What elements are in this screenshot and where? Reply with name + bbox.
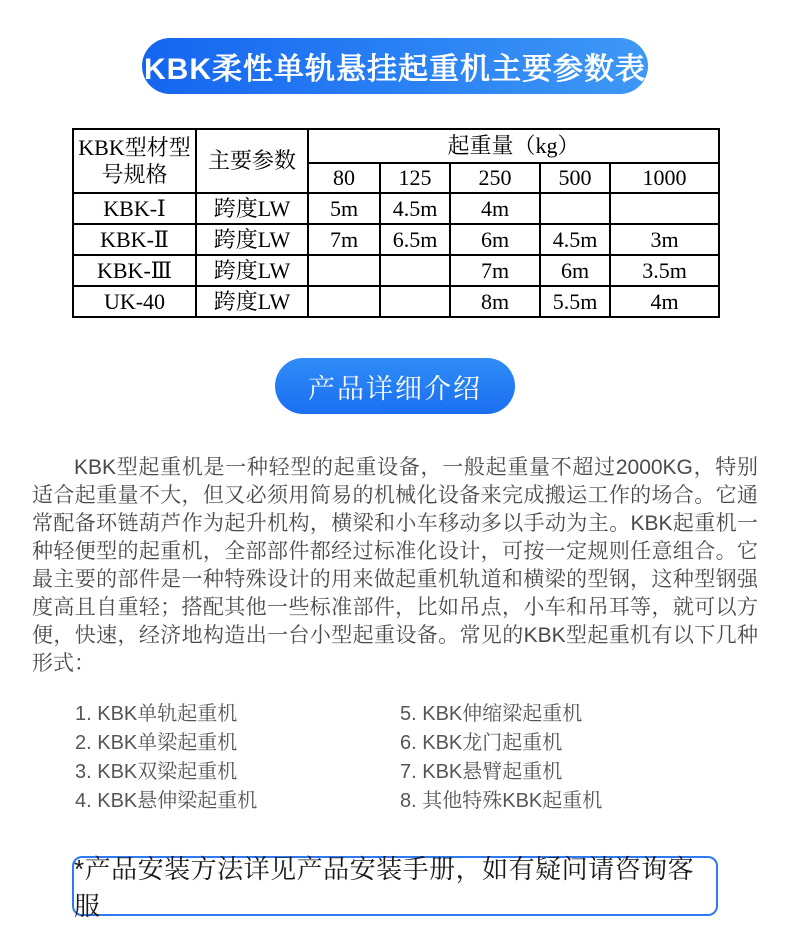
header-capacity-125: 125: [380, 163, 450, 193]
header-capacity-80: 80: [308, 163, 380, 193]
list-item: 4. KBK悬伸梁起重机: [75, 790, 258, 812]
span-cell: [308, 255, 380, 286]
model-cell: UK-40: [73, 286, 196, 317]
span-cell: [380, 286, 450, 317]
list-item: 5. KBK伸缩梁起重机: [400, 703, 583, 725]
span-cell: 8m: [450, 286, 540, 317]
span-cell: 4m: [610, 286, 719, 317]
section-button-label: 产品详细介绍: [308, 373, 482, 404]
header-main-param: 主要参数: [196, 129, 308, 193]
header-capacity-1000: 1000: [610, 163, 719, 193]
header-capacity: 起重量（kg）: [308, 129, 719, 163]
span-cell: 3m: [610, 224, 719, 255]
table-row-kbk2: [73, 224, 719, 255]
table-row-kbk3: [73, 255, 719, 286]
param-cell: 跨度LW: [196, 255, 308, 286]
span-cell: 6m: [450, 224, 540, 255]
param-cell: 跨度LW: [196, 193, 308, 224]
model-cell: KBK-Ⅲ: [73, 255, 196, 286]
span-cell: 4.5m: [380, 193, 450, 224]
span-cell: 7m: [308, 224, 380, 255]
list-item: 7. KBK悬臂起重机: [400, 761, 563, 783]
span-cell: 6m: [540, 255, 610, 286]
span-cell: 3.5m: [610, 255, 719, 286]
table-row-uk40: [73, 286, 719, 317]
crane-type-list-right: [400, 700, 602, 816]
table-row-kbk1: [73, 193, 719, 224]
list-item: 2. KBK单梁起重机: [75, 732, 238, 754]
crane-type-list: [75, 700, 790, 816]
parameters-table: [72, 128, 720, 318]
list-item: 6. KBK龙门起重机: [400, 732, 563, 754]
span-cell: 4.5m: [540, 224, 610, 255]
span-cell: 5m: [308, 193, 380, 224]
list-item: 8. 其他特殊KBK起重机: [400, 790, 603, 812]
span-cell: 7m: [450, 255, 540, 286]
product-detail-section-button: [275, 358, 515, 414]
list-item: 3. KBK双梁起重机: [75, 761, 238, 783]
span-cell: [540, 193, 610, 224]
intro-paragraph: KBK型起重机是一种轻型的起重设备，一般起重量不超过2000KG，特别适合起重量不大，但又必须用简易的机械化设备来完成搬运工作的场合。它通常配备环链葫芦作为起升机构，横梁和小车移动多以手动为主。KBK起重机一种轻便型的起重机，全部部件都经过标准化设计，可按一定规则任意组合。它最主要的部件是一种特殊设计的用来做起重机轨道和横梁的型钢，这种型钢强度高且自重轻；搭配其他一些标准部件，比如吊点，小车和吊耳等，就可以方便，快速，经济地构造出一台小型起重设备。常见的KBK型起重机有以下几种形式：: [32, 456, 758, 675]
model-cell: KBK-Ⅱ: [73, 224, 196, 255]
page-title: KBK柔性单轨悬挂起重机主要参数表: [144, 53, 646, 86]
span-cell: 4m: [450, 193, 540, 224]
installation-note-box: [72, 854, 718, 921]
span-cell: 6.5m: [380, 224, 450, 255]
span-cell: [380, 255, 450, 286]
header-capacity-500: 500: [540, 163, 610, 193]
title-banner: [142, 38, 648, 94]
span-cell: [610, 193, 719, 224]
header-capacity-250: 250: [450, 163, 540, 193]
span-cell: 5.5m: [540, 286, 610, 317]
param-cell: 跨度LW: [196, 224, 308, 255]
param-cell: 跨度LW: [196, 286, 308, 317]
span-cell: [308, 286, 380, 317]
model-cell: KBK-Ⅰ: [73, 193, 196, 224]
installation-note-text: *产品安装方法详见产品安装手册，如有疑问请咨询客服: [74, 854, 695, 921]
list-item: 1. KBK单轨起重机: [75, 703, 238, 725]
header-model-spec: KBK型材型号规格: [73, 129, 196, 193]
crane-type-list-left: [75, 700, 400, 816]
